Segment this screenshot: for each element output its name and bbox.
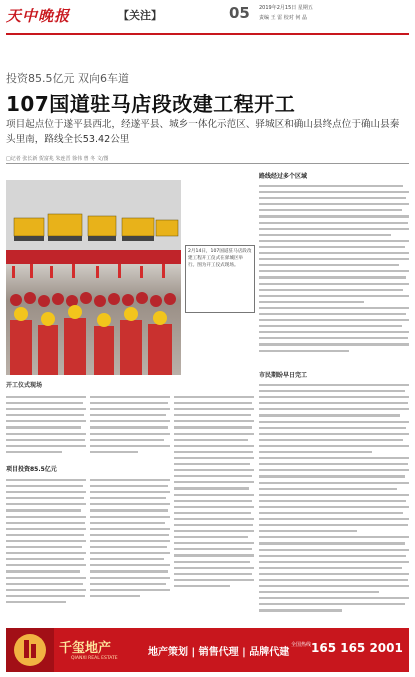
article-lead: 项目起点位于遂平县西北，经遂平县、城乡一体化示范区、驿城区和确山县终点位于确山县秦头里南，路线全长53.42公里 xyxy=(6,119,400,145)
photo-caption: 2月14日，107国道驻马店段改建工程开工仪式在驿城区举行。图为开工仪式现场。 xyxy=(185,245,255,313)
article-subhead: 投资85.5亿元 双向6车道 xyxy=(6,72,129,85)
dateline: 2019年2月15日 星期五 xyxy=(259,5,313,11)
ad-phone-number: 165 165 2001 xyxy=(311,641,403,655)
left-body-text-4 xyxy=(90,475,170,623)
building-icon xyxy=(6,628,54,672)
left-body-text-3 xyxy=(6,475,86,623)
left-body-text-1 xyxy=(6,392,86,460)
ad-logo-block xyxy=(6,628,54,672)
byline-divider xyxy=(6,163,409,164)
page-number: 05 xyxy=(229,4,250,22)
left-body-text-5 xyxy=(174,392,254,622)
photo-label: 开工仪式现场 xyxy=(6,382,43,389)
newspaper-logo: 天中晚报 xyxy=(6,7,71,25)
left-subtitle: 项目投资85.5亿元 xyxy=(6,466,57,473)
ad-hotline-label: 全国热线 xyxy=(291,642,312,648)
ceremony-photo xyxy=(6,180,181,375)
ceremony-photo-illustration xyxy=(6,180,181,375)
ad-slogan: 地产策划 | 销售代理 | 品牌代建 xyxy=(148,647,290,658)
ad-brand-name: 千玺地产 xyxy=(59,641,112,656)
right-body-text-2 xyxy=(259,380,409,622)
section-label: 【关注】 xyxy=(118,9,162,22)
right-section-title: 路线经过多个区域 xyxy=(259,173,308,180)
ad-brand-subtitle: QIANXI REAL ESTATE xyxy=(71,656,118,661)
article-byline: □记者 张长新 贺富兆 朱连晋 徐伟 曾 冬 文/图 xyxy=(6,156,109,162)
right-body-text-1 xyxy=(259,181,409,363)
article-headline: 107国道驻马店段改建工程开工 xyxy=(6,92,296,116)
editors-line: 责编 王 雷 校对 何 晶 xyxy=(259,15,307,21)
advertisement-banner xyxy=(6,628,409,672)
masthead-divider xyxy=(6,33,409,35)
right-section-title-2: 市民期盼早日完工 xyxy=(259,372,308,379)
left-body-text-2 xyxy=(90,392,170,460)
